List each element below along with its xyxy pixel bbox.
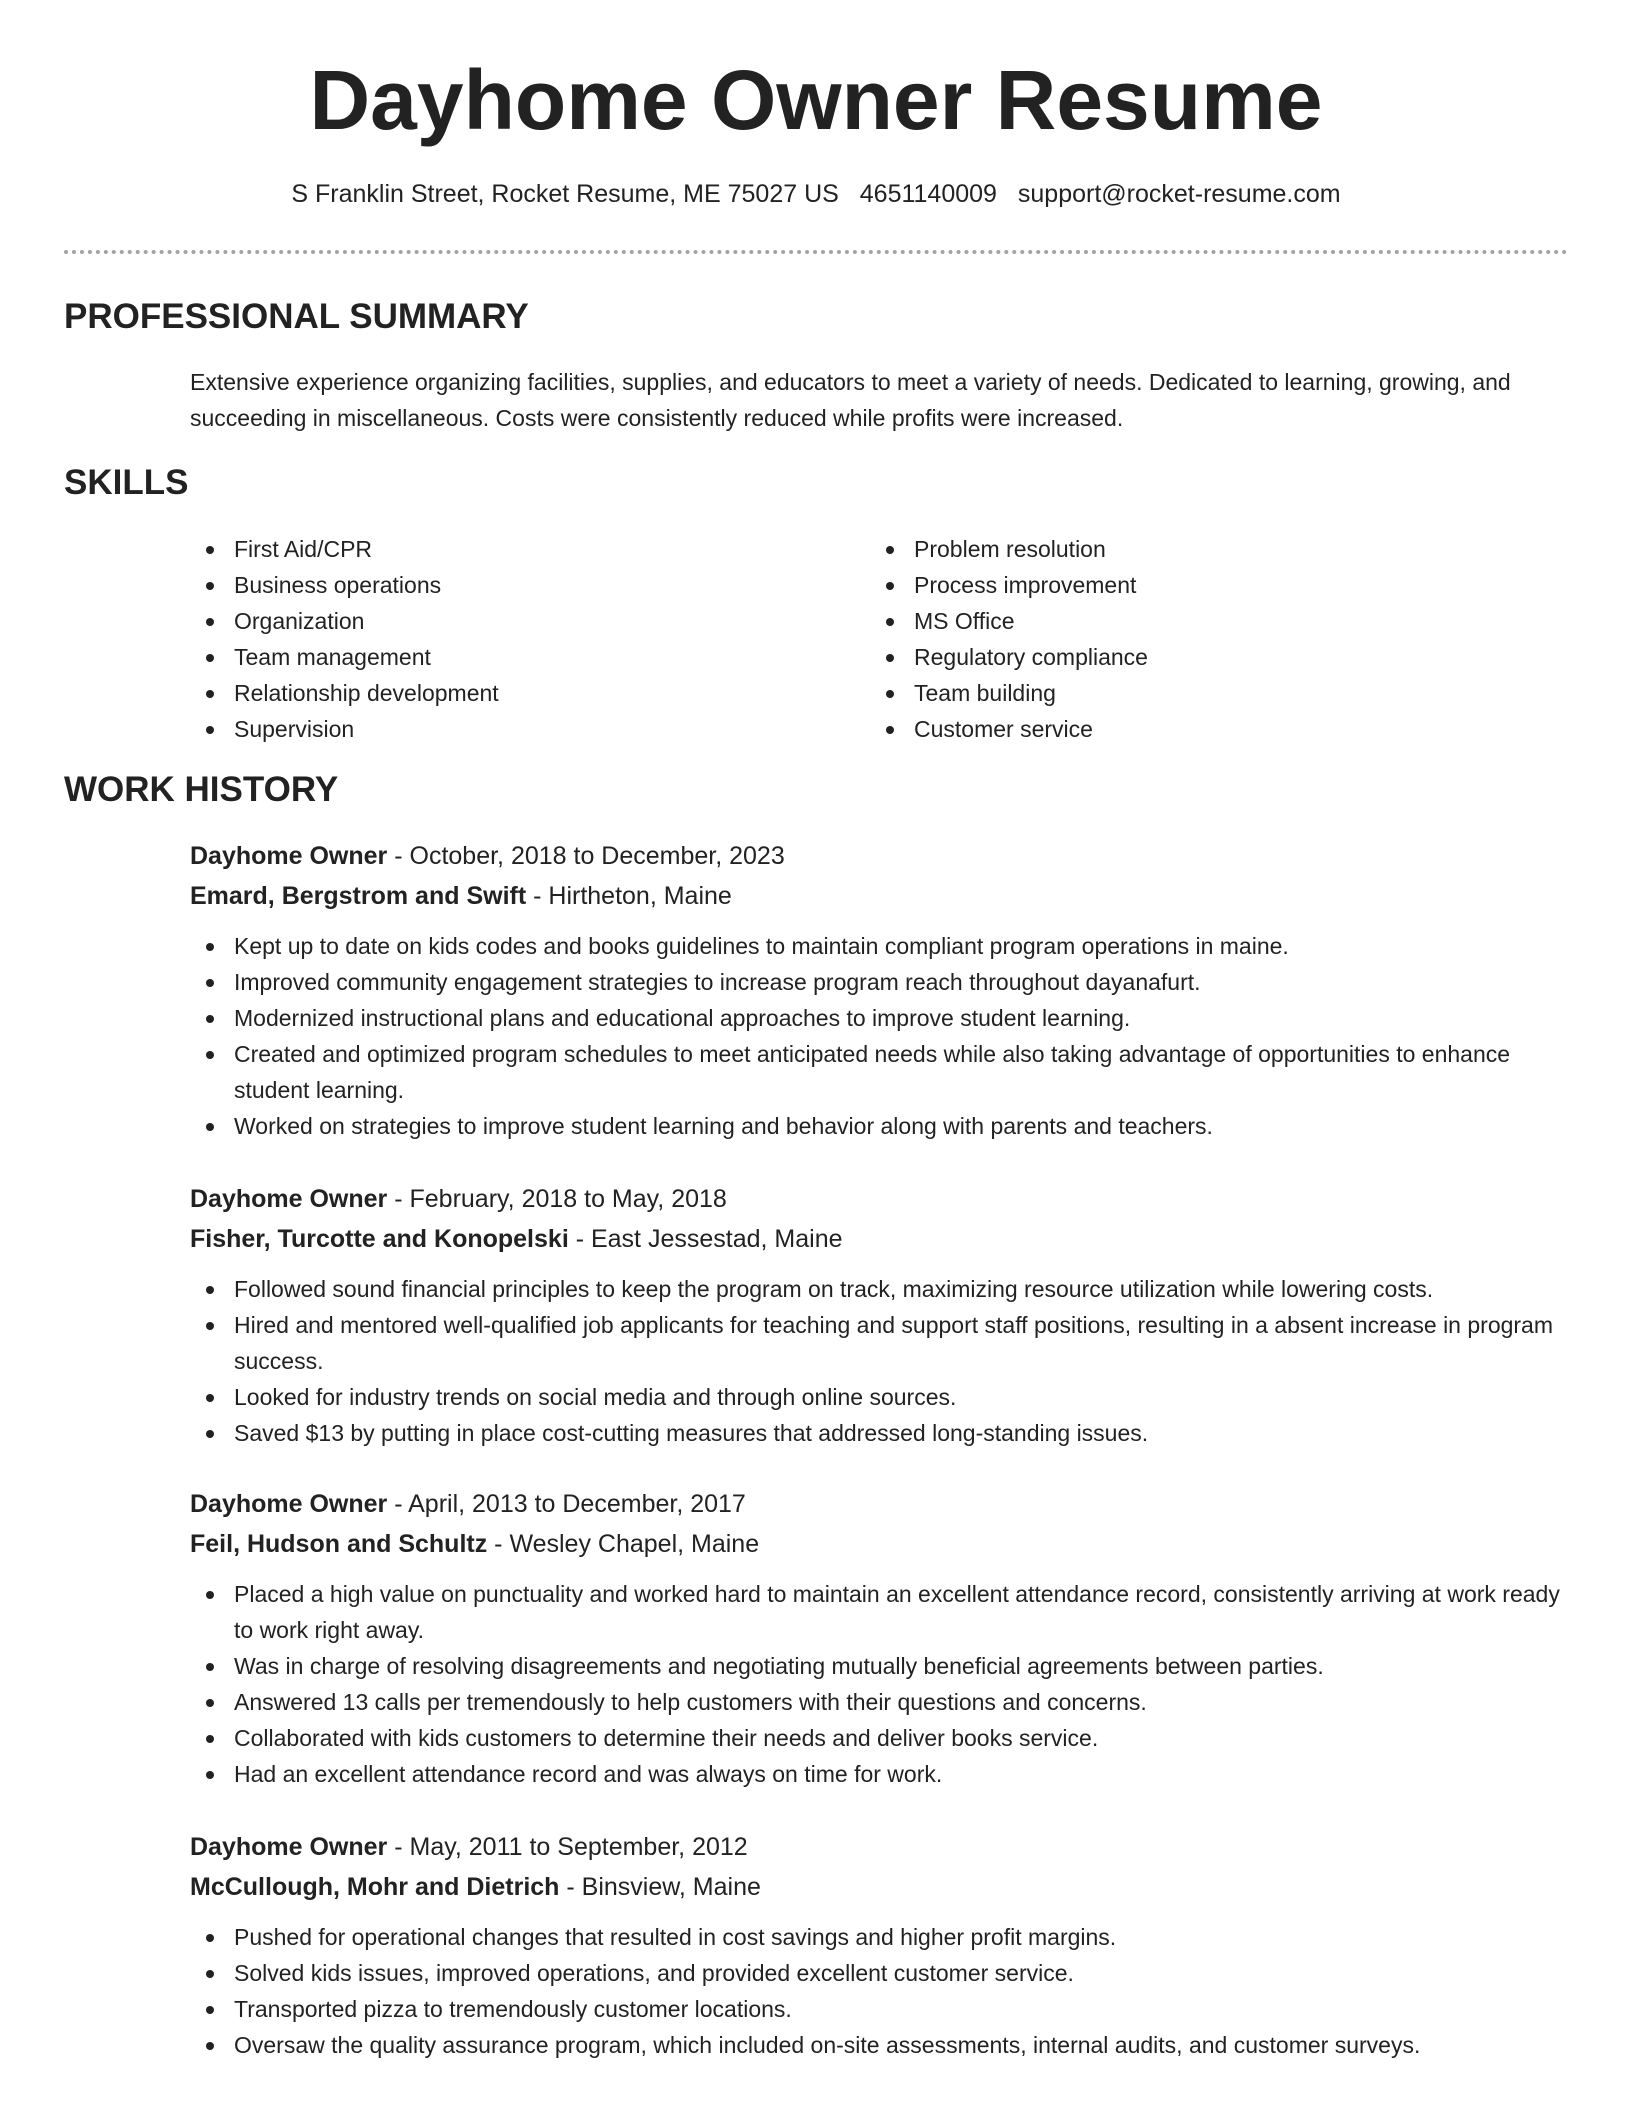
job-title-line xyxy=(190,1827,1570,1867)
skill-item: Customer service xyxy=(870,711,1510,747)
job-bullets xyxy=(190,1271,1570,1451)
job-entry xyxy=(190,1484,1570,1792)
job-bullets xyxy=(190,1919,1570,2063)
job-dates: - February, 2018 to May, 2018 xyxy=(387,1185,727,1213)
job-company: McCullough, Mohr and Dietrich xyxy=(190,1873,560,1901)
skill-item: Business operations xyxy=(190,567,830,603)
job-bullet: Followed sound financial principles to keep the program on track, maximizing resource utilization while lowering costs. xyxy=(190,1271,1570,1307)
job-company: Emard, Bergstrom and Swift xyxy=(190,882,527,910)
skills-list-right xyxy=(870,531,1510,747)
job-role: Dayhome Owner xyxy=(190,1490,388,1518)
job-title-line xyxy=(190,836,1570,876)
job-location: - Hirtheton, Maine xyxy=(526,882,732,910)
job-location: - East Jessestad, Maine xyxy=(568,1225,843,1253)
job-bullet: Transported pizza to tremendously customer locations. xyxy=(190,1991,1570,2027)
job-bullet: Looked for industry trends on social media and through online sources. xyxy=(190,1379,1570,1415)
job-bullet: Hired and mentored well-qualified job applicants for teaching and support staff positions, resulting in a absent increase in program success. xyxy=(190,1307,1570,1379)
job-bullet: Was in charge of resolving disagreements and negotiating mutually beneficial agreements between parties. xyxy=(190,1648,1570,1684)
section-title-skills: SKILLS xyxy=(64,463,189,502)
section-title-summary: PROFESSIONAL SUMMARY xyxy=(64,297,529,336)
summary-text: Extensive experience organizing facilities, supplies, and educators to meet a variety of needs. Dedicated to learning, growing, and succeeding in miscellaneous. Costs were consistently reduced while profits were increased. xyxy=(190,369,1511,431)
job-title-line xyxy=(190,1484,1570,1524)
header-divider xyxy=(64,250,1568,254)
job-title-line xyxy=(190,1179,1570,1219)
job-bullet: Created and optimized program schedules to meet anticipated needs while also taking advantage of opportunities to enhance student learning. xyxy=(190,1036,1570,1108)
job-entry xyxy=(190,1179,1570,1451)
skill-item: Organization xyxy=(190,603,830,639)
section-title-work-history: WORK HISTORY xyxy=(64,770,339,809)
job-company: Fisher, Turcotte and Konopelski xyxy=(190,1225,569,1253)
skill-item: Regulatory compliance xyxy=(870,639,1510,675)
job-role: Dayhome Owner xyxy=(190,842,388,870)
job-company-line xyxy=(190,1867,1570,1907)
job-company-line xyxy=(190,1524,1570,1564)
job-location: - Wesley Chapel, Maine xyxy=(487,1530,760,1558)
job-bullet: Kept up to date on kids codes and books guidelines to maintain compliant program operations in maine. xyxy=(190,928,1570,964)
skill-item: Team management xyxy=(190,639,830,675)
job-bullet: Modernized instructional plans and educational approaches to improve student learning. xyxy=(190,1000,1570,1036)
job-company-line xyxy=(190,1219,1570,1259)
job-bullet: Answered 13 calls per tremendously to help customers with their questions and concerns. xyxy=(190,1684,1570,1720)
contact-line xyxy=(0,180,1632,209)
skill-item: Process improvement xyxy=(870,567,1510,603)
job-bullet: Worked on strategies to improve student learning and behavior along with parents and teachers. xyxy=(190,1108,1570,1144)
job-company-line xyxy=(190,876,1570,916)
job-location: - Binsview, Maine xyxy=(559,1873,761,1901)
job-entry xyxy=(190,836,1570,1144)
job-bullets xyxy=(190,928,1570,1144)
job-company: Feil, Hudson and Schultz xyxy=(190,1530,488,1558)
job-dates: - April, 2013 to December, 2017 xyxy=(387,1490,746,1518)
resume-title: Dayhome Owner Resume xyxy=(309,53,1323,147)
skill-item: MS Office xyxy=(870,603,1510,639)
job-bullet: Saved $13 by putting in place cost-cutting measures that addressed long-standing issues. xyxy=(190,1415,1570,1451)
job-role: Dayhome Owner xyxy=(190,1185,388,1213)
job-bullet: Pushed for operational changes that resulted in cost savings and higher profit margins. xyxy=(190,1919,1570,1955)
skill-item: First Aid/CPR xyxy=(190,531,830,567)
job-entry xyxy=(190,1827,1570,2063)
skill-item: Supervision xyxy=(190,711,830,747)
skill-item: Team building xyxy=(870,675,1510,711)
job-bullet: Solved kids issues, improved operations, and provided excellent customer service. xyxy=(190,1955,1570,1991)
contact-email: support@rocket-resume.com xyxy=(1017,180,1341,208)
skills-list-left xyxy=(190,531,830,747)
job-role: Dayhome Owner xyxy=(190,1833,388,1861)
contact-phone: 4651140009 xyxy=(859,180,997,208)
job-bullets xyxy=(190,1576,1570,1792)
skill-item: Relationship development xyxy=(190,675,830,711)
job-bullet: Placed a high value on punctuality and worked hard to maintain an excellent attendance record, consistently arriving at work ready to work right away. xyxy=(190,1576,1570,1648)
job-bullet: Collaborated with kids customers to determine their needs and deliver books service. xyxy=(190,1720,1570,1756)
skill-item: Problem resolution xyxy=(870,531,1510,567)
job-bullet: Improved community engagement strategies to increase program reach throughout dayanafurt. xyxy=(190,964,1570,1000)
contact-address: S Franklin Street, Rocket Resume, ME 75027 US xyxy=(291,180,839,208)
job-bullet: Oversaw the quality assurance program, which included on-site assessments, internal audits, and customer surveys. xyxy=(190,2027,1570,2063)
job-bullet: Had an excellent attendance record and was always on time for work. xyxy=(190,1756,1570,1792)
job-dates: - May, 2011 to September, 2012 xyxy=(387,1833,748,1861)
job-dates: - October, 2018 to December, 2023 xyxy=(387,842,785,870)
